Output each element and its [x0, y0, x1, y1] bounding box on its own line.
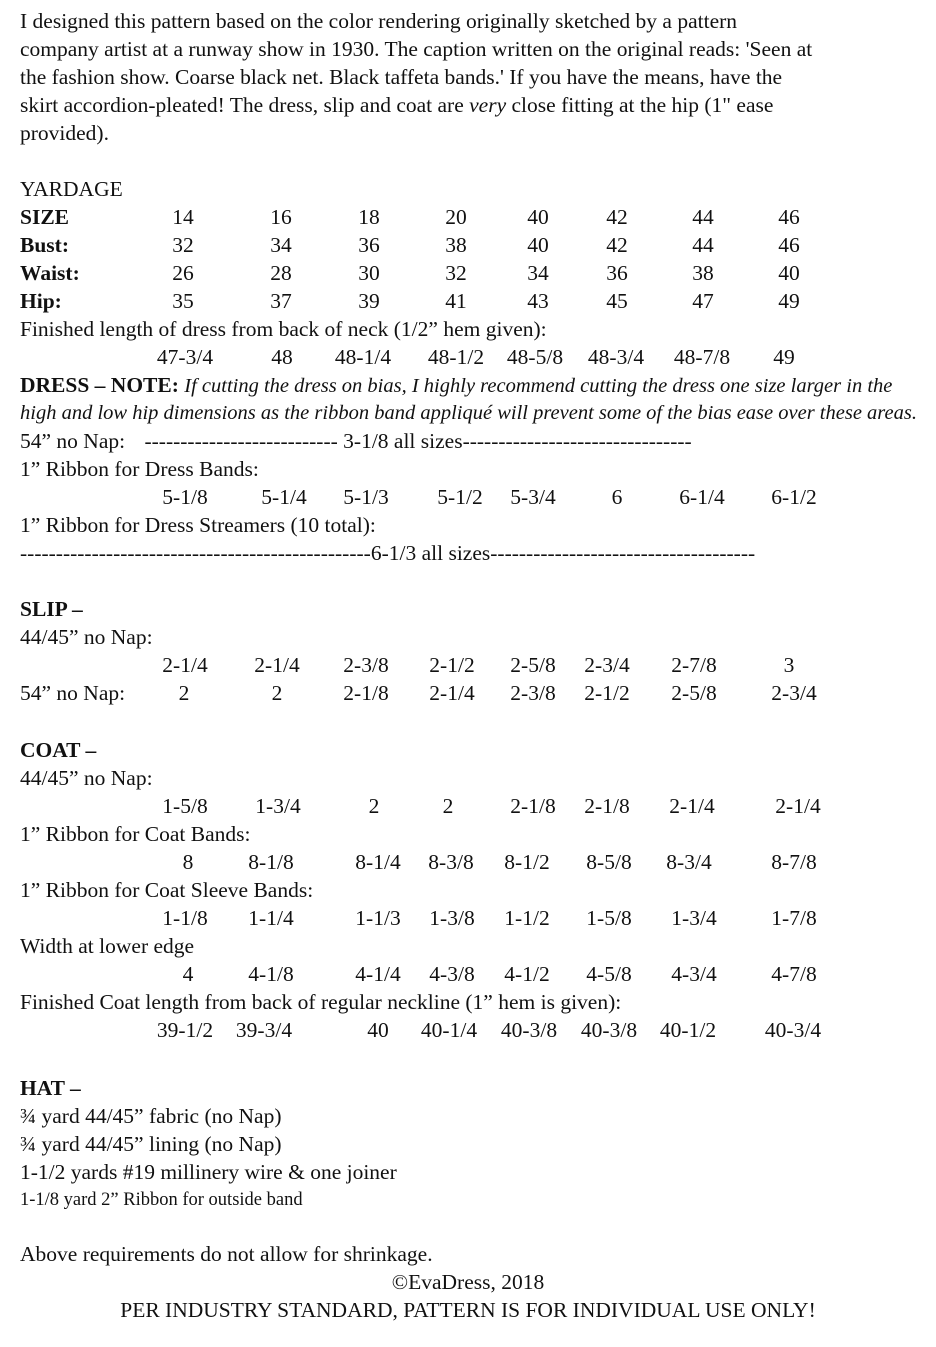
dress-bands-label: 1” Ribbon for Dress Bands: [20, 457, 259, 481]
slip-heading: SLIP – [20, 597, 83, 621]
intro-line: I designed this pattern based on the color rendering originally sketched by a pattern [20, 9, 738, 33]
coat-length-cell: 40 [367, 1018, 389, 1042]
waist-cell: 30 [358, 261, 380, 285]
coat-sleeve-row [0, 904, 936, 932]
dress-length-cell: 48-1/4 [334, 345, 392, 369]
hip-cell: 37 [270, 289, 292, 313]
coat-bands-label: 1” Ribbon for Coat Bands: [20, 822, 251, 846]
slip-4445-cell: 3 [783, 653, 795, 677]
dress-note-line [20, 371, 892, 400]
slip-4445-row [0, 651, 936, 679]
coat-sleeve-cell: 1-1/8 [162, 906, 208, 930]
bust-cell: 34 [270, 233, 292, 257]
waist-cell: 40 [778, 261, 800, 285]
hip-label: Hip: [20, 289, 62, 313]
slip-4445-cell: 2-5/8 [510, 653, 556, 677]
coat-width-cell: 4-3/8 [429, 962, 475, 986]
waist-cell: 32 [445, 261, 467, 285]
bust-row [0, 231, 936, 259]
coat-length-cell: 40-3/4 [764, 1018, 822, 1042]
slip-4445-cell: 2-1/4 [162, 653, 208, 677]
bust-cell: 46 [778, 233, 800, 257]
hat-item: 1-1/8 yard 2” Ribbon for outside band [20, 1190, 303, 1210]
size-cell: 18 [358, 205, 380, 229]
dress-bands-cell: 6 [611, 485, 623, 509]
coat-bands-cell: 8-1/2 [504, 850, 550, 874]
size-cell: 20 [445, 205, 467, 229]
slip-54-cell: 2-1/8 [343, 681, 389, 705]
hat-item: ¾ yard 44/45” lining (no Nap) [20, 1132, 282, 1156]
coat-4445-label: 44/45” no Nap: [20, 766, 153, 790]
size-label: SIZE [20, 205, 70, 229]
dress-streamers-value: 6-1/3 all sizes [370, 541, 491, 565]
slip-4445-cell: 2-7/8 [671, 653, 717, 677]
intro-line: the fashion show. Coarse black net. Black taffeta bands.' If you have the means, have the [20, 65, 783, 89]
coat-4445-cell: 2 [368, 794, 380, 818]
slip-4445-cell: 2-1/4 [254, 653, 300, 677]
coat-4445-cell: 1-3/4 [255, 794, 301, 818]
bust-cell: 40 [527, 233, 549, 257]
bust-cell: 32 [172, 233, 194, 257]
bust-cell: 44 [692, 233, 714, 257]
coat-width-cell: 4-1/4 [355, 962, 401, 986]
size-cell: 40 [527, 205, 549, 229]
dress-streamers-line [20, 539, 755, 567]
coat-bands-cell: 8-3/4 [666, 850, 712, 874]
size-cell: 42 [606, 205, 628, 229]
intro-emphasis: very [469, 93, 507, 117]
size-row [0, 203, 936, 231]
hip-cell: 45 [606, 289, 628, 313]
size-cell: 14 [172, 205, 194, 229]
dress-note-text: high and low hip dimensions as the ribbon band appliqué will prevent some of the bias ease over these areas. [20, 402, 917, 424]
bust-cell: 38 [445, 233, 467, 257]
slip-54-cell: 2-3/4 [771, 681, 817, 705]
yardage-title: YARDAGE [20, 177, 123, 201]
intro-line [20, 91, 920, 119]
coat-bands-cell: 8-1/4 [355, 850, 401, 874]
slip-54-cell: 2-1/2 [584, 681, 630, 705]
coat-bands-cell: 8-7/8 [771, 850, 817, 874]
hip-row [0, 287, 936, 315]
slip-4445-cell: 2-3/4 [584, 653, 630, 677]
size-cell: 16 [270, 205, 292, 229]
coat-length-cell: 39-3/4 [235, 1018, 293, 1042]
dress-bands-cell: 5-1/2 [437, 485, 483, 509]
dress-fabric-value: 3-1/8 all sizes [343, 429, 463, 453]
dress-bands-cell: 5-1/3 [343, 485, 389, 509]
coat-length-label: Finished Coat length from back of regular neckline (1” hem is given): [20, 990, 622, 1014]
hip-cell: 43 [527, 289, 549, 313]
dress-bands-cell: 6-1/4 [679, 485, 725, 509]
hip-cell: 49 [778, 289, 800, 313]
dress-length-cell: 48-7/8 [673, 345, 731, 369]
coat-sleeve-cell: 1-1/3 [355, 906, 401, 930]
size-cell: 44 [692, 205, 714, 229]
waist-cell: 28 [270, 261, 292, 285]
usage-notice: PER INDUSTRY STANDARD, PATTERN IS FOR INDIVIDUAL USE ONLY! [120, 1298, 816, 1322]
coat-heading: COAT – [20, 738, 97, 762]
dress-streamers-label: 1” Ribbon for Dress Streamers (10 total): [20, 513, 376, 537]
dress-fabric-dashes: --------------------------- [144, 429, 338, 453]
coat-4445-row [0, 792, 936, 820]
coat-bands-cell: 8-3/8 [428, 850, 474, 874]
dress-length-cell: 48-5/8 [506, 345, 564, 369]
hip-cell: 39 [358, 289, 380, 313]
dress-length-cell: 48-3/4 [587, 345, 645, 369]
dress-streamers-dashes: ------------------------------------- [490, 541, 756, 565]
dress-fabric-dashes: -------------------------------- [462, 429, 692, 453]
coat-width-row [0, 960, 936, 988]
coat-width-cell: 4-7/8 [771, 962, 817, 986]
coat-length-cell: 39-1/2 [156, 1018, 214, 1042]
coat-width-cell: 4-1/2 [504, 962, 550, 986]
dress-length-cell: 48 [271, 345, 293, 369]
coat-4445-cell: 2-1/8 [584, 794, 630, 818]
slip-54-cell: 2 [178, 681, 190, 705]
dress-bands-row [0, 483, 936, 511]
dress-bands-cell: 5-1/8 [162, 485, 208, 509]
coat-width-cell: 4-3/4 [671, 962, 717, 986]
slip-54-cell: 2 [271, 681, 283, 705]
coat-length-row [0, 1016, 936, 1044]
slip-54-cell: 2-3/8 [510, 681, 556, 705]
slip-54-cell: 2-5/8 [671, 681, 717, 705]
coat-4445-cell: 2-1/4 [669, 794, 715, 818]
coat-width-label: Width at lower edge [20, 934, 195, 958]
dress-length-label: Finished length of dress from back of neck (1/2” hem given): [20, 317, 547, 341]
coat-bands-row [0, 848, 936, 876]
hat-heading: HAT – [20, 1076, 81, 1100]
coat-sleeve-cell: 1-7/8 [771, 906, 817, 930]
slip-54-label: 54” no Nap: [20, 681, 126, 705]
waist-cell: 36 [606, 261, 628, 285]
hip-cell: 47 [692, 289, 714, 313]
coat-width-cell: 4 [182, 962, 194, 986]
coat-bands-cell: 8 [182, 850, 194, 874]
intro-line: company artist at a runway show in 1930. The caption written on the original reads: 'Seen at [20, 37, 813, 61]
dress-bands-cell: 6-1/2 [771, 485, 817, 509]
coat-sleeve-cell: 1-5/8 [586, 906, 632, 930]
coat-length-cell: 40-1/4 [420, 1018, 478, 1042]
shrinkage-note: Above requirements do not allow for shrinkage. [20, 1242, 433, 1266]
intro-line: provided). [20, 121, 109, 145]
coat-length-cell: 40-3/8 [500, 1018, 558, 1042]
coat-width-cell: 4-5/8 [586, 962, 632, 986]
dress-length-row [0, 343, 936, 371]
coat-sleeve-cell: 1-3/8 [429, 906, 475, 930]
hip-cell: 41 [445, 289, 467, 313]
coat-sleeve-cell: 1-1/2 [504, 906, 550, 930]
slip-4445-label: 44/45” no Nap: [20, 625, 153, 649]
coat-sleeve-cell: 1-1/4 [248, 906, 294, 930]
bust-cell: 42 [606, 233, 628, 257]
dress-length-cell: 48-1/2 [427, 345, 485, 369]
waist-row [0, 259, 936, 287]
waist-cell: 34 [527, 261, 549, 285]
slip-4445-cell: 2-1/2 [429, 653, 475, 677]
coat-4445-cell: 2-1/8 [510, 794, 556, 818]
slip-54-row [0, 679, 936, 707]
coat-length-cell: 40-1/2 [659, 1018, 717, 1042]
dress-fabric-label: 54” no Nap: [20, 429, 126, 453]
coat-width-cell: 4-1/8 [248, 962, 294, 986]
waist-cell: 26 [172, 261, 194, 285]
waist-cell: 38 [692, 261, 714, 285]
dress-bands-cell: 5-3/4 [510, 485, 556, 509]
dress-note-text: If cutting the dress on bias, I highly recommend cutting the dress one size larger in the [184, 375, 893, 397]
coat-4445-cell: 2 [442, 794, 454, 818]
dress-streamers-dashes: ------------------------------------------------- [20, 541, 371, 565]
intro-paragraph [20, 7, 920, 147]
bust-cell: 36 [358, 233, 380, 257]
bust-label: Bust: [20, 233, 69, 257]
hat-item: 1-1/2 yards #19 millinery wire & one joiner [20, 1160, 397, 1184]
coat-4445-cell: 2-1/4 [775, 794, 821, 818]
slip-54-cell: 2-1/4 [429, 681, 475, 705]
dress-length-cell: 49 [773, 345, 795, 369]
coat-length-cell: 40-3/8 [580, 1018, 638, 1042]
copyright: ©EvaDress, 2018 [391, 1270, 545, 1294]
slip-4445-cell: 2-3/8 [343, 653, 389, 677]
coat-bands-cell: 8-1/8 [248, 850, 294, 874]
coat-sleeve-label: 1” Ribbon for Coat Sleeve Bands: [20, 878, 314, 902]
coat-bands-cell: 8-5/8 [586, 850, 632, 874]
size-cell: 46 [778, 205, 800, 229]
intro-text: skirt accordion-pleated! The dress, slip and coat are [20, 93, 470, 117]
hat-item: ¾ yard 44/45” fabric (no Nap) [20, 1104, 282, 1128]
dress-fabric-line [20, 427, 692, 455]
intro-text: close fitting at the hip (1" ease [506, 93, 774, 117]
waist-label: Waist: [20, 261, 80, 285]
dress-heading: DRESS – NOTE: [20, 373, 179, 397]
coat-sleeve-cell: 1-3/4 [671, 906, 717, 930]
coat-4445-cell: 1-5/8 [162, 794, 208, 818]
dress-bands-cell: 5-1/4 [261, 485, 307, 509]
hip-cell: 35 [172, 289, 194, 313]
dress-length-cell: 47-3/4 [156, 345, 214, 369]
